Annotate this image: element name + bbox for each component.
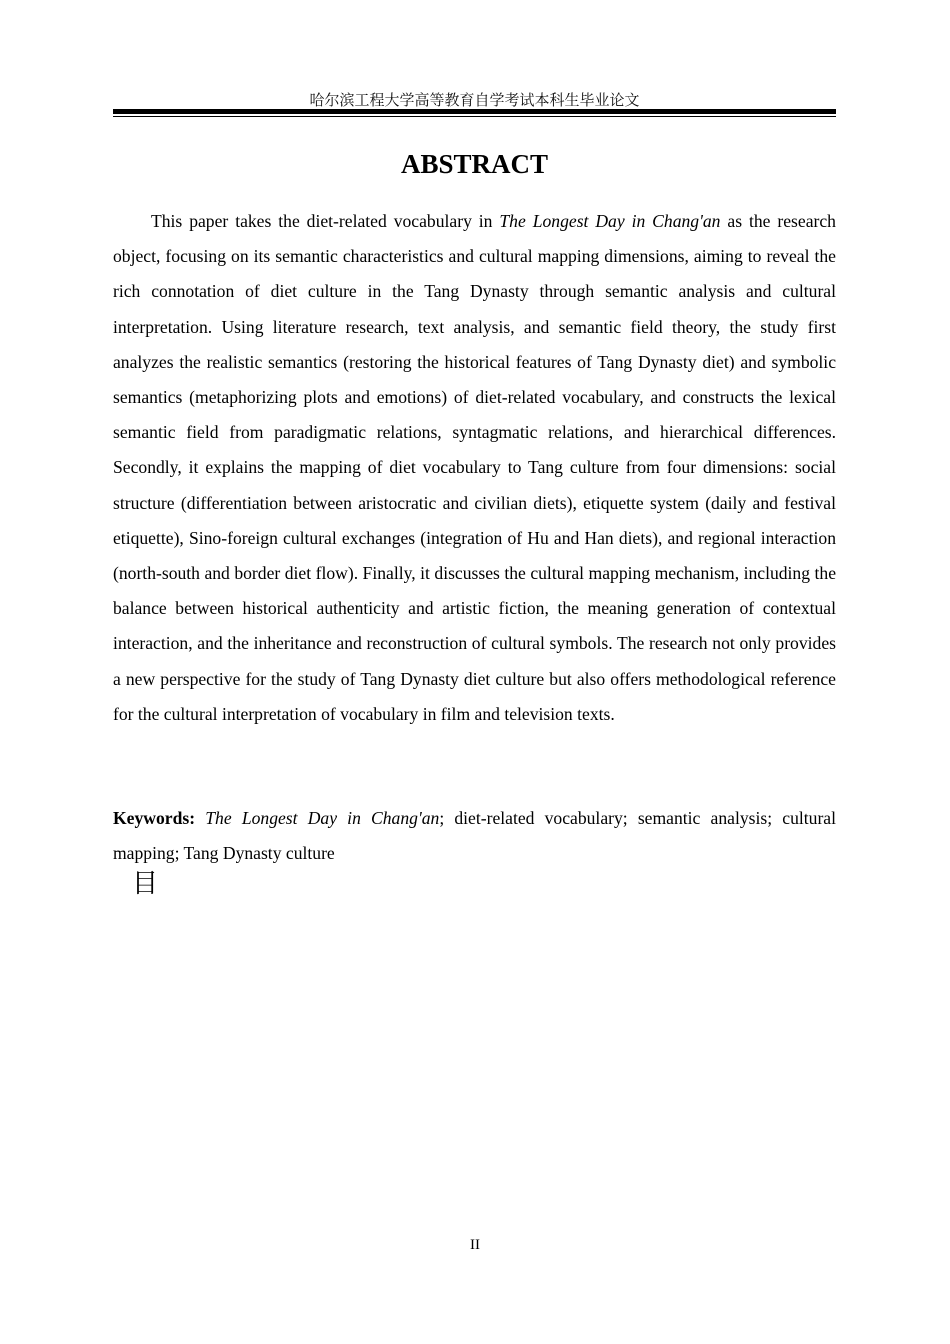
page-number: II (470, 1237, 480, 1253)
header-rule-thick (113, 109, 836, 114)
header-rule-thin (113, 116, 836, 117)
keywords (113, 801, 836, 871)
abstract-title: ABSTRACT (400, 149, 549, 179)
running-header: 哈尔滨工程大学高等教育自学考试本科生毕业论文 (309, 91, 640, 109)
keywords-list: ; diet-related vocabulary; semantic analysis; cultural mapping; Tang Dynasty culture (113, 808, 836, 864)
abstract-body (113, 204, 836, 732)
abstract-text-start: This paper takes the diet-related vocabulary in (151, 211, 500, 231)
work-title: The Longest Day in Chang'an (499, 211, 721, 231)
keywords-work-title: The Longest Day in Chang'an (205, 808, 440, 828)
toc-heading-fragment: 目 (132, 869, 159, 899)
abstract-text-rest: as the research object, focusing on its semantic characteristics and cultural mapping dimensions, aiming to reveal the rich connotation of diet culture in the Tang Dynasty through semantic analysis and cultural interpretation. Using literature research, text analysis, and semantic field theory, the study first analyzes the realistic semantics (restoring the historical features of Tang Dynasty diet) and symbolic semantics (metaphorizing plots and emotions) of diet-related vocabulary, and constructs the lexical semantic field from paradigmatic relations, syntagmatic relations, and hierarchical differences. Secondly, it explains the mapping of diet vocabulary to Tang culture from four dimensions: social structure (differentiation between aristocratic and civilian diets), etiquette system (daily and festival etiquette), Sino-foreign cultural exchanges (integration of Hu and Han diets), and regional interaction (north-south and border diet flow). Finally, it discusses the cultural mapping mechanism, including the balance between historical authenticity and artistic fiction, the meaning generation of contextual interaction, and the inheritance and reconstruction of cultural symbols. The research not only provides a new perspective for the study of Tang Dynasty diet culture but also offers methodological reference for the cultural interpretation of vocabulary in film and television texts. (113, 211, 836, 724)
keywords-label: Keywords: (113, 808, 196, 828)
